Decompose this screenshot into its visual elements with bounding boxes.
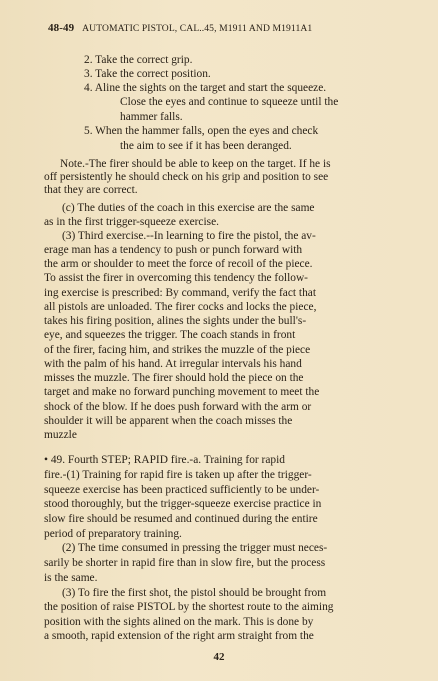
text-line: muzzle — [44, 429, 77, 441]
text-line: all pistols are unloaded. The firer cocks and locks the piece, — [44, 301, 317, 313]
text-line: takes his firing position, alines the sights under the bull's- — [44, 315, 307, 327]
text-line: period of preparatory training. — [44, 528, 182, 540]
text-line: target and make no forward punching movement to meet the — [44, 386, 320, 398]
text-line: is the same. — [44, 572, 98, 584]
text-line: To assist the firer in overcoming this tendency the follow- — [44, 272, 308, 284]
text-line: 2. Take the correct grip. — [84, 54, 193, 66]
page-number: 42 — [213, 651, 225, 663]
text-line: (2) The time consumed in pressing the trigger must neces- — [62, 542, 328, 554]
text-line: misses the muzzle. The firer should hold the piece on the — [44, 372, 304, 384]
text-line: Close the eyes and continue to squeeze until the — [120, 96, 339, 108]
text-line: 4. Aline the sights on the target and start the squeeze. — [84, 82, 327, 94]
text-line: a smooth, rapid extension of the right arm straight from the — [44, 630, 314, 642]
text-line: • 49. Fourth STEP; RAPID fire.-a. Training for rapid — [44, 454, 285, 466]
text-line: off persistently he should check on his grip and position to see — [44, 171, 329, 183]
text-line: Note.-The firer should be able to keep on the target. If he is — [60, 158, 331, 170]
running-header — [48, 22, 428, 34]
text-line: the position of raise PISTOL by the shortest route to the aiming — [44, 601, 334, 613]
text-line: with the palm of his hand. At irregular intervals his hand — [44, 358, 302, 370]
text-line: 5. When the hammer falls, open the eyes and check — [84, 125, 319, 137]
text-line: ing exercise is prescribed: By command, verify the fact that — [44, 287, 317, 299]
text-line: as in the first trigger-squeeze exercise. — [44, 216, 219, 228]
text-line: (3) To fire the first shot, the pistol should be brought from — [62, 587, 327, 599]
text-line: the aim to see if it has been deranged. — [120, 140, 292, 152]
text-line: that they are correct. — [44, 184, 138, 196]
text-line: hammer falls. — [120, 111, 183, 123]
text-line: (c) The duties of the coach in this exercise are the same — [62, 202, 315, 214]
text-line: (3) Third exercise.--In learning to fire the pistol, the av- — [62, 230, 316, 242]
text-line: position with the sights alined on the mark. This is done by — [44, 616, 314, 628]
header-page-range: 48-49 — [48, 22, 75, 34]
text-line: of the firer, facing him, and strikes the muzzle of the piece — [44, 344, 311, 356]
text-line: shock of the blow. If he does push forward with the arm or — [44, 401, 312, 413]
text-line: erage man has a tendency to push or punch forward with — [44, 244, 303, 256]
text-line: slow fire should be resumed and continued during the entire — [44, 513, 318, 525]
header-title: AUTOMATIC PISTOL, CAL..45, M1911 AND M1911A1 — [82, 23, 313, 34]
text-line: sarily be shorter in rapid fire than in slow fire, but the process — [44, 557, 326, 569]
text-line: 3. Take the correct position. — [84, 68, 211, 80]
text-line: squeeze exercise has been practiced sufficiently to be under- — [44, 484, 320, 496]
text-line: eye, and squeezes the trigger. The coach stands in front — [44, 329, 296, 341]
text-line: fire.-(1) Training for rapid fire is taken up after the trigger- — [44, 469, 312, 481]
text-line: the arm or shoulder to meet the force of recoil of the piece. — [44, 258, 313, 270]
text-line: shoulder it will be apparent when the coach misses the — [44, 415, 293, 427]
text-line: stood thoroughly, but the trigger-squeeze exercise practice in — [44, 498, 322, 510]
